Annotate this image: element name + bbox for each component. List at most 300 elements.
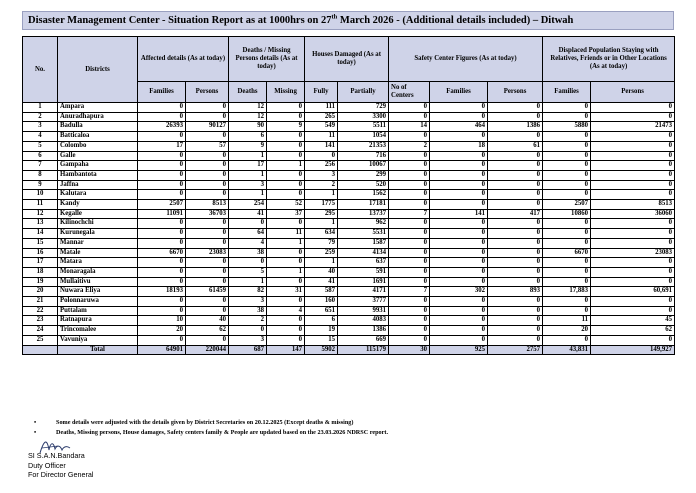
row-number: 10 bbox=[23, 190, 58, 200]
total-cell: 115179 bbox=[338, 345, 389, 355]
district-name: Colombo bbox=[58, 141, 138, 151]
table-row bbox=[23, 335, 675, 345]
data-cell: 0 bbox=[543, 297, 591, 307]
row-number: 6 bbox=[23, 151, 58, 161]
row-number: 23 bbox=[23, 316, 58, 326]
data-cell: 0 bbox=[305, 151, 338, 161]
data-cell: 0 bbox=[389, 103, 430, 113]
data-cell: 254 bbox=[229, 200, 267, 210]
data-cell: 0 bbox=[138, 180, 186, 190]
data-cell: 0 bbox=[138, 132, 186, 142]
data-cell: 0 bbox=[430, 151, 488, 161]
district-name: Monaragala bbox=[58, 267, 138, 277]
data-cell: 0 bbox=[389, 200, 430, 210]
data-cell: 4 bbox=[267, 306, 305, 316]
total-cell: 220044 bbox=[186, 345, 229, 355]
data-cell: 3 bbox=[229, 335, 267, 345]
data-cell: 0 bbox=[267, 151, 305, 161]
group-displaced: Displaced Population Staying with Relatives, Friends or in Other Locations (As at today) bbox=[543, 37, 675, 82]
data-cell: 1 bbox=[267, 238, 305, 248]
district-name: Kilinochchi bbox=[58, 219, 138, 229]
data-cell: 0 bbox=[591, 297, 675, 307]
data-cell: 1775 bbox=[305, 200, 338, 210]
data-cell: 31 bbox=[267, 287, 305, 297]
district-name: Galle bbox=[58, 151, 138, 161]
district-name: Ratnapura bbox=[58, 316, 138, 326]
district-name: Puttalam bbox=[58, 306, 138, 316]
data-cell: 0 bbox=[389, 335, 430, 345]
data-cell: 21353 bbox=[338, 141, 389, 151]
data-cell: 0 bbox=[267, 170, 305, 180]
data-cell: 1587 bbox=[338, 238, 389, 248]
data-cell: 2507 bbox=[138, 200, 186, 210]
data-cell: 21473 bbox=[591, 122, 675, 132]
data-cell: 0 bbox=[488, 112, 543, 122]
data-cell: 0 bbox=[591, 258, 675, 268]
data-cell: 61 bbox=[488, 141, 543, 151]
data-cell: 0 bbox=[430, 267, 488, 277]
data-cell: 0 bbox=[138, 297, 186, 307]
data-cell: 14 bbox=[389, 122, 430, 132]
data-cell: 0 bbox=[430, 180, 488, 190]
data-cell: 0 bbox=[389, 277, 430, 287]
data-cell: 0 bbox=[186, 112, 229, 122]
data-cell: 11 bbox=[267, 229, 305, 239]
table-row bbox=[23, 132, 675, 142]
data-cell: 90127 bbox=[186, 122, 229, 132]
data-cell: 669 bbox=[338, 335, 389, 345]
data-cell: 0 bbox=[138, 229, 186, 239]
data-cell: 0 bbox=[186, 170, 229, 180]
data-cell: 0 bbox=[389, 151, 430, 161]
data-cell: 18193 bbox=[138, 287, 186, 297]
table-row bbox=[23, 209, 675, 219]
data-cell: 0 bbox=[267, 190, 305, 200]
data-cell: 60,691 bbox=[591, 287, 675, 297]
data-cell: 5 bbox=[229, 267, 267, 277]
table-row bbox=[23, 180, 675, 190]
data-cell: 1 bbox=[229, 170, 267, 180]
data-cell: 893 bbox=[488, 287, 543, 297]
district-name: Mannar bbox=[58, 238, 138, 248]
data-cell: 0 bbox=[186, 258, 229, 268]
data-cell: 0 bbox=[488, 151, 543, 161]
data-cell: 520 bbox=[338, 180, 389, 190]
data-cell: 0 bbox=[591, 238, 675, 248]
data-cell: 0 bbox=[430, 306, 488, 316]
data-cell: 111 bbox=[305, 103, 338, 113]
row-number: 9 bbox=[23, 180, 58, 190]
data-cell: 0 bbox=[267, 297, 305, 307]
table-body bbox=[23, 103, 675, 355]
total-cell: 687 bbox=[229, 345, 267, 355]
data-cell: 0 bbox=[430, 170, 488, 180]
data-cell: 0 bbox=[186, 277, 229, 287]
data-cell: 1 bbox=[229, 151, 267, 161]
header-row-groups bbox=[23, 37, 675, 82]
data-cell: 0 bbox=[389, 306, 430, 316]
table-row bbox=[23, 258, 675, 268]
data-cell: 0 bbox=[488, 132, 543, 142]
situation-table bbox=[22, 36, 675, 355]
table-row bbox=[23, 229, 675, 239]
row-number: 12 bbox=[23, 209, 58, 219]
row-number: 18 bbox=[23, 267, 58, 277]
total-cell: 147 bbox=[267, 345, 305, 355]
data-cell: 1 bbox=[305, 190, 338, 200]
data-cell: 0 bbox=[488, 326, 543, 336]
data-cell: 141 bbox=[305, 141, 338, 151]
data-cell: 1054 bbox=[338, 132, 389, 142]
data-cell: 0 bbox=[138, 170, 186, 180]
table-row bbox=[23, 248, 675, 258]
data-cell: 729 bbox=[338, 103, 389, 113]
data-cell: 9931 bbox=[338, 306, 389, 316]
data-cell: 0 bbox=[591, 112, 675, 122]
data-cell: 0 bbox=[543, 277, 591, 287]
data-cell: 36060 bbox=[591, 209, 675, 219]
data-cell: 0 bbox=[389, 316, 430, 326]
data-cell: 3 bbox=[229, 180, 267, 190]
data-cell: 0 bbox=[543, 161, 591, 171]
data-cell: 0 bbox=[138, 335, 186, 345]
data-cell: 62 bbox=[591, 326, 675, 336]
row-number: 8 bbox=[23, 170, 58, 180]
data-cell: 0 bbox=[389, 180, 430, 190]
data-cell: 52 bbox=[267, 200, 305, 210]
data-cell: 2 bbox=[305, 180, 338, 190]
data-cell: 0 bbox=[389, 238, 430, 248]
data-cell: 5531 bbox=[338, 229, 389, 239]
data-cell: 0 bbox=[488, 190, 543, 200]
data-cell: 20 bbox=[543, 326, 591, 336]
data-cell: 0 bbox=[591, 141, 675, 151]
data-cell: 0 bbox=[186, 267, 229, 277]
data-cell: 0 bbox=[267, 112, 305, 122]
data-cell: 0 bbox=[591, 132, 675, 142]
data-cell: 0 bbox=[488, 238, 543, 248]
data-cell: 6670 bbox=[543, 248, 591, 258]
table-row bbox=[23, 103, 675, 113]
data-cell: 61459 bbox=[186, 287, 229, 297]
report-title bbox=[22, 11, 674, 30]
data-cell: 13737 bbox=[338, 209, 389, 219]
row-number: 22 bbox=[23, 306, 58, 316]
district-name: Matale bbox=[58, 248, 138, 258]
data-cell: 0 bbox=[591, 151, 675, 161]
total-label: Total bbox=[58, 345, 138, 355]
data-cell: 0 bbox=[430, 316, 488, 326]
data-cell: 0 bbox=[186, 297, 229, 307]
data-cell: 23083 bbox=[186, 248, 229, 258]
group-deaths-missing: Deaths / Missing Persons details (As at today) bbox=[229, 37, 305, 82]
data-cell: 23083 bbox=[591, 248, 675, 258]
data-cell: 0 bbox=[430, 277, 488, 287]
table-row bbox=[23, 141, 675, 151]
data-cell: 0 bbox=[430, 258, 488, 268]
row-number: 11 bbox=[23, 200, 58, 210]
district-name: Batticaloa bbox=[58, 132, 138, 142]
data-cell: 0 bbox=[186, 103, 229, 113]
group-houses-damaged: Houses Damaged (As at today) bbox=[305, 37, 389, 82]
data-cell: 41 bbox=[229, 209, 267, 219]
table-row bbox=[23, 326, 675, 336]
signatory-name: SI S.A.N.Bandara bbox=[28, 451, 85, 460]
data-cell: 299 bbox=[338, 170, 389, 180]
data-cell: 0 bbox=[591, 219, 675, 229]
total-cell: 64901 bbox=[138, 345, 186, 355]
data-cell: 0 bbox=[186, 219, 229, 229]
data-cell: 0 bbox=[267, 248, 305, 258]
data-cell: 2 bbox=[229, 316, 267, 326]
row-number: 4 bbox=[23, 132, 58, 142]
data-cell: 0 bbox=[389, 219, 430, 229]
data-cell: 1 bbox=[267, 161, 305, 171]
total-cell: 2757 bbox=[488, 345, 543, 355]
district-name: Nuwara Eliya bbox=[58, 287, 138, 297]
data-cell: 6 bbox=[229, 132, 267, 142]
data-cell: 0 bbox=[543, 258, 591, 268]
data-cell: 0 bbox=[543, 170, 591, 180]
table-row bbox=[23, 267, 675, 277]
data-cell: 0 bbox=[591, 277, 675, 287]
data-cell: 90 bbox=[229, 122, 267, 132]
table-row bbox=[23, 297, 675, 307]
total-cell: 149,927 bbox=[591, 345, 675, 355]
data-cell: 0 bbox=[389, 248, 430, 258]
data-cell: 0 bbox=[138, 219, 186, 229]
total-cell: 30 bbox=[389, 345, 430, 355]
data-cell: 0 bbox=[267, 258, 305, 268]
data-cell: 0 bbox=[488, 161, 543, 171]
district-name: Polonnaruwa bbox=[58, 297, 138, 307]
row-number: 16 bbox=[23, 248, 58, 258]
data-cell: 0 bbox=[389, 170, 430, 180]
data-cell: 0 bbox=[430, 200, 488, 210]
data-cell: 0 bbox=[186, 161, 229, 171]
data-cell: 12 bbox=[229, 112, 267, 122]
district-name: Matara bbox=[58, 258, 138, 268]
data-cell: 17,883 bbox=[543, 287, 591, 297]
col-safety-persons: Persons bbox=[488, 82, 543, 103]
data-cell: 716 bbox=[338, 151, 389, 161]
data-cell: 0 bbox=[186, 306, 229, 316]
data-cell: 2507 bbox=[543, 200, 591, 210]
row-number: 2 bbox=[23, 112, 58, 122]
data-cell: 7 bbox=[389, 209, 430, 219]
table-row bbox=[23, 316, 675, 326]
district-name: Jaffna bbox=[58, 180, 138, 190]
data-cell: 0 bbox=[229, 258, 267, 268]
data-cell: 0 bbox=[186, 151, 229, 161]
data-cell: 0 bbox=[543, 306, 591, 316]
data-cell: 0 bbox=[138, 151, 186, 161]
data-cell: 0 bbox=[488, 277, 543, 287]
row-number: 7 bbox=[23, 161, 58, 171]
data-cell: 0 bbox=[543, 335, 591, 345]
data-cell: 549 bbox=[305, 122, 338, 132]
data-cell: 0 bbox=[488, 103, 543, 113]
data-cell: 0 bbox=[430, 112, 488, 122]
row-number: 14 bbox=[23, 229, 58, 239]
data-cell: 0 bbox=[138, 112, 186, 122]
data-cell: 0 bbox=[543, 141, 591, 151]
col-partially: Partially bbox=[338, 82, 389, 103]
data-cell: 0 bbox=[430, 238, 488, 248]
col-missing: Missing bbox=[267, 82, 305, 103]
data-cell: 5511 bbox=[338, 122, 389, 132]
data-cell: 265 bbox=[305, 112, 338, 122]
data-cell: 17 bbox=[229, 161, 267, 171]
data-cell: 0 bbox=[267, 132, 305, 142]
data-cell: 0 bbox=[186, 180, 229, 190]
col-districts: Districts bbox=[58, 37, 138, 103]
data-cell: 0 bbox=[389, 112, 430, 122]
data-cell: 0 bbox=[267, 326, 305, 336]
data-cell: 0 bbox=[488, 200, 543, 210]
data-cell: 0 bbox=[389, 267, 430, 277]
row-number: 20 bbox=[23, 287, 58, 297]
total-cell: 925 bbox=[430, 345, 488, 355]
data-cell: 0 bbox=[138, 238, 186, 248]
row-number: 1 bbox=[23, 103, 58, 113]
table-row bbox=[23, 200, 675, 210]
row-number: 19 bbox=[23, 277, 58, 287]
data-cell: 0 bbox=[591, 161, 675, 171]
data-cell: 1 bbox=[229, 277, 267, 287]
data-cell: 17 bbox=[138, 141, 186, 151]
total-cell: 43,831 bbox=[543, 345, 591, 355]
data-cell: 259 bbox=[305, 248, 338, 258]
col-safety-families: Families bbox=[430, 82, 488, 103]
data-cell: 64 bbox=[229, 229, 267, 239]
data-cell: 9 bbox=[267, 122, 305, 132]
table-row bbox=[23, 190, 675, 200]
data-cell: 18 bbox=[430, 141, 488, 151]
title-rest: March 2026 - (Additional details included) – Ditwah bbox=[337, 15, 574, 26]
data-cell: 141 bbox=[430, 209, 488, 219]
data-cell: 0 bbox=[430, 248, 488, 258]
data-cell: 651 bbox=[305, 306, 338, 316]
data-cell: 0 bbox=[591, 103, 675, 113]
data-cell: 1 bbox=[267, 267, 305, 277]
data-cell: 82 bbox=[229, 287, 267, 297]
district-name: Kegalle bbox=[58, 209, 138, 219]
data-cell: 4134 bbox=[338, 248, 389, 258]
data-cell: 0 bbox=[430, 132, 488, 142]
table-row bbox=[23, 219, 675, 229]
data-cell: 1562 bbox=[338, 190, 389, 200]
data-cell: 10 bbox=[138, 316, 186, 326]
district-name: Trincomalee bbox=[58, 326, 138, 336]
district-name: Hambantota bbox=[58, 170, 138, 180]
data-cell: 0 bbox=[488, 219, 543, 229]
col-fully: Fully bbox=[305, 82, 338, 103]
data-cell: 0 bbox=[186, 190, 229, 200]
data-cell: 8513 bbox=[186, 200, 229, 210]
footnote-text: Deaths, Missing persons, House damages, Safety centers family & People are updated based on the 23.03.2026 NDRSC report. bbox=[56, 429, 388, 436]
data-cell: 0 bbox=[186, 229, 229, 239]
total-row bbox=[23, 345, 675, 355]
data-cell: 0 bbox=[488, 248, 543, 258]
data-cell: 0 bbox=[267, 316, 305, 326]
title-superscript: th bbox=[331, 13, 338, 21]
data-cell: 0 bbox=[430, 103, 488, 113]
data-cell: 0 bbox=[543, 190, 591, 200]
data-cell: 40 bbox=[186, 316, 229, 326]
data-cell: 0 bbox=[591, 335, 675, 345]
data-cell: 0 bbox=[186, 335, 229, 345]
data-cell: 0 bbox=[430, 326, 488, 336]
data-cell: 0 bbox=[138, 161, 186, 171]
data-cell: 0 bbox=[186, 132, 229, 142]
data-cell: 634 bbox=[305, 229, 338, 239]
data-cell: 0 bbox=[488, 180, 543, 190]
data-cell: 1 bbox=[305, 258, 338, 268]
data-cell: 1 bbox=[305, 219, 338, 229]
table-row bbox=[23, 277, 675, 287]
col-no: No. bbox=[23, 37, 58, 103]
data-cell: 0 bbox=[591, 267, 675, 277]
col-no-of-centers: No of Centers bbox=[389, 82, 430, 103]
data-cell: 0 bbox=[488, 267, 543, 277]
data-cell: 11 bbox=[543, 316, 591, 326]
data-cell: 962 bbox=[338, 219, 389, 229]
data-cell: 26393 bbox=[138, 122, 186, 132]
data-cell: 0 bbox=[430, 297, 488, 307]
data-cell: 0 bbox=[138, 277, 186, 287]
data-cell: 0 bbox=[543, 238, 591, 248]
table-row bbox=[23, 306, 675, 316]
data-cell: 0 bbox=[591, 170, 675, 180]
data-cell: 57 bbox=[186, 141, 229, 151]
data-cell: 0 bbox=[488, 297, 543, 307]
data-cell: 160 bbox=[305, 297, 338, 307]
data-cell: 1386 bbox=[488, 122, 543, 132]
data-cell: 0 bbox=[591, 306, 675, 316]
data-cell: 0 bbox=[389, 161, 430, 171]
data-cell: 40 bbox=[305, 267, 338, 277]
table-row bbox=[23, 151, 675, 161]
data-cell: 0 bbox=[591, 190, 675, 200]
row-number: 24 bbox=[23, 326, 58, 336]
data-cell: 0 bbox=[229, 219, 267, 229]
data-cell: 41 bbox=[305, 277, 338, 287]
data-cell: 4083 bbox=[338, 316, 389, 326]
row-number: 13 bbox=[23, 219, 58, 229]
data-cell: 0 bbox=[267, 219, 305, 229]
title-main: Disaster Management Center - Situation Report as at 1000hrs on 27 bbox=[28, 15, 332, 26]
district-name: Anuradhapura bbox=[58, 112, 138, 122]
group-affected: Affected details (As at today) bbox=[138, 37, 229, 82]
data-cell: 0 bbox=[488, 316, 543, 326]
row-number: 15 bbox=[23, 238, 58, 248]
table-row bbox=[23, 161, 675, 171]
table-row bbox=[23, 238, 675, 248]
district-name: Gampaha bbox=[58, 161, 138, 171]
data-cell: 2 bbox=[389, 141, 430, 151]
data-cell: 9 bbox=[229, 141, 267, 151]
district-name: Badulla bbox=[58, 122, 138, 132]
data-cell: 20 bbox=[138, 326, 186, 336]
data-cell: 0 bbox=[430, 335, 488, 345]
row-number: 5 bbox=[23, 141, 58, 151]
total-cell: 5902 bbox=[305, 345, 338, 355]
data-cell: 0 bbox=[543, 132, 591, 142]
data-cell: 0 bbox=[389, 326, 430, 336]
table-row bbox=[23, 170, 675, 180]
data-cell: 256 bbox=[305, 161, 338, 171]
